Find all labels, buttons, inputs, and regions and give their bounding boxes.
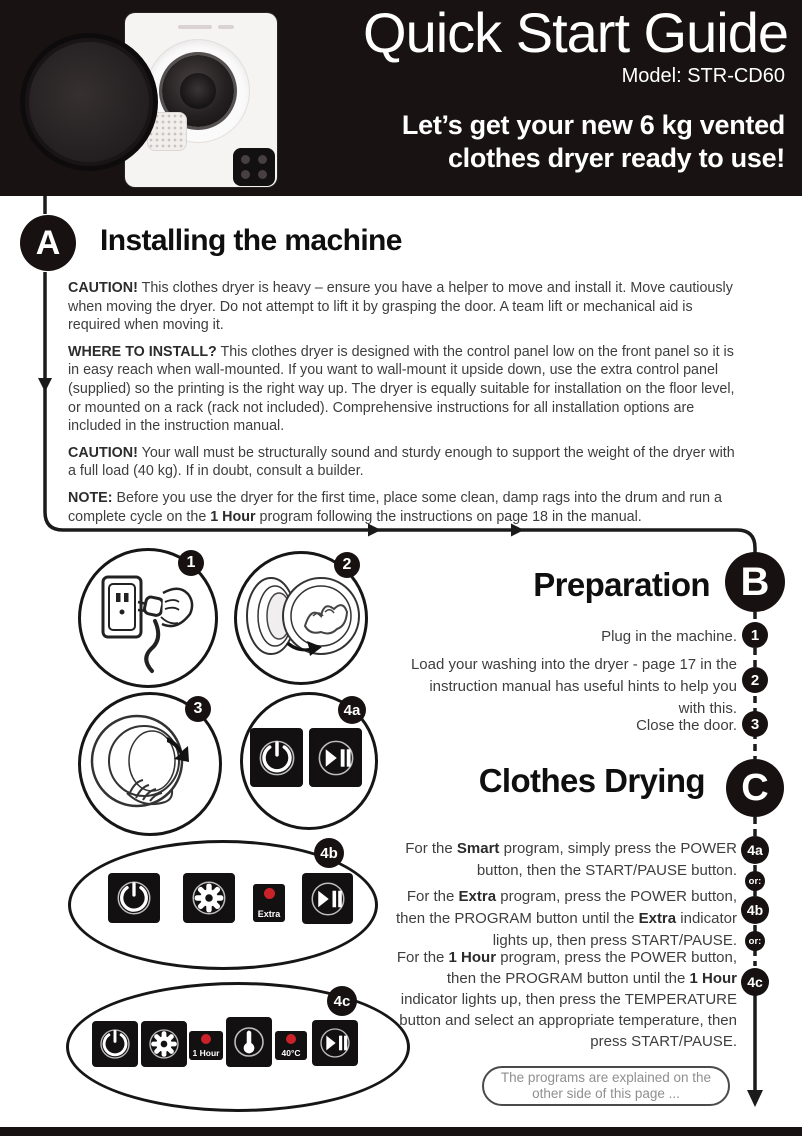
or-badge: or:	[745, 871, 765, 891]
program-gear-icon	[191, 880, 227, 916]
other-side-note: The programs are explained on the other side of this page ...	[482, 1066, 730, 1106]
drying-step-4a-badge: 4a	[741, 836, 769, 864]
section-a-title: Installing the machine	[100, 224, 402, 257]
prep-step-2-text: Load your washing into the dryer - page 17 in the instruction manual has useful hints to help you with this.	[410, 656, 737, 717]
page-title: Quick Start Guide	[363, 1, 788, 64]
red-indicator-dot	[201, 1034, 211, 1044]
power-button	[108, 873, 160, 923]
power-icon	[258, 739, 296, 777]
prep-step-3-text: Close the door.	[636, 717, 737, 734]
power-icon	[116, 880, 152, 916]
drying-step-4b-text: For the Extra program, press the POWER button, then the PROGRAM button until the Extra indicator lights up, then press START/PAUSE.	[395, 888, 737, 949]
temp-40c-indicator-label: 40°C	[281, 1048, 301, 1058]
section-b-title: Preparation	[533, 566, 710, 603]
start-pause-button	[312, 1020, 358, 1066]
figure-4c-badge: 4c	[327, 986, 357, 1016]
drying-step-4c-badge: 4c	[741, 968, 769, 996]
figure-3-badge: 3	[185, 696, 211, 722]
section-a-badge: A	[20, 215, 76, 271]
model-number: Model: STR-CD60	[621, 65, 785, 87]
power-icon	[99, 1028, 131, 1060]
section-b-badge: B	[725, 552, 785, 612]
figure-4b-badge: 4b	[314, 838, 344, 868]
note-first-use-paragraph: NOTE: Before you use the dryer for the first time, place some clean, damp rags into the drum and run a complete cycle on the 1 Hour program following the instructions on page 18 in the manual.	[68, 489, 723, 525]
temperature-button	[226, 1017, 272, 1067]
section-c-title: Clothes Drying	[478, 762, 705, 799]
down-arrowhead-icon	[38, 378, 52, 392]
prep-step-1-badge: 1	[742, 622, 768, 648]
extra-indicator	[253, 884, 285, 922]
program-button	[141, 1021, 187, 1067]
or-badge: or:	[745, 931, 765, 951]
installation-instructions	[68, 279, 744, 534]
red-indicator-dot	[286, 1034, 296, 1044]
drying-step-4c-text: For the 1 Hour program, press the POWER button, then the PROGRAM button until the 1 Hour indicator lights up, then press the TEMPERATURE button and select an appropriate temperature, then press START/PAUSE.	[396, 949, 737, 1050]
red-indicator-dot	[264, 888, 275, 899]
where-to-install-paragraph: WHERE TO INSTALL? This clothes dryer is designed with the control panel low on the front panel so it is in easy reach when wall-mounted. If you want to wall-mount it upside down, use the extra control panel (supplied) so the printing is the right way up. The dryer is equally suitable for installation on the floor level, or mounted on a rack (rack not included). Comprehensive instructions for all installation options are included in the instruction manual.	[68, 343, 735, 435]
caution-wall-paragraph: CAUTION! Your wall must be structurally sound and sturdy enough to support the weight of the dryer with a full load (40 kg). If in doubt, consult a builder.	[68, 444, 735, 480]
start-pause-icon	[319, 1027, 351, 1059]
thermometer-icon	[233, 1026, 265, 1058]
program-gear-icon	[148, 1028, 180, 1060]
down-arrowhead-icon	[747, 1090, 763, 1107]
figure-1-badge: 1	[178, 550, 204, 576]
one-hour-indicator	[189, 1031, 223, 1060]
start-pause-icon	[310, 881, 346, 917]
section-c-badge: C	[726, 759, 784, 817]
prep-step-1-text: Plug in the machine.	[601, 628, 737, 645]
figure-2-badge: 2	[334, 552, 360, 578]
caution-move-paragraph: CAUTION! This clothes dryer is heavy – ensure you have a helper to move and install it. Move cautiously when moving the dryer. Do not attempt to lift it by grasping the door. A team lift or mechanical aid is required when moving it.	[68, 280, 733, 334]
tagline-line2: clothes dryer ready to use!	[447, 143, 785, 173]
tagline-line1: Let’s get your new 6 kg vented	[401, 110, 785, 140]
start-pause-icon	[317, 739, 355, 777]
figure-4a-badge: 4a	[338, 696, 366, 724]
prep-step-3-badge: 3	[742, 711, 768, 737]
temp-40c-indicator	[275, 1031, 307, 1060]
prep-step-2-badge: 2	[742, 667, 768, 693]
drying-step-4b-badge: 4b	[741, 896, 769, 924]
drying-step-4a-text: For the Smart program, simply press the POWER button, then the START/PAUSE button.	[405, 840, 737, 879]
start-pause-button	[302, 873, 353, 924]
extra-indicator-label: Extra	[257, 909, 281, 919]
one-hour-indicator-label: 1 Hour	[192, 1048, 220, 1058]
power-button	[92, 1021, 138, 1067]
program-button	[183, 873, 235, 923]
start-pause-button	[309, 728, 362, 787]
power-button	[250, 728, 303, 787]
